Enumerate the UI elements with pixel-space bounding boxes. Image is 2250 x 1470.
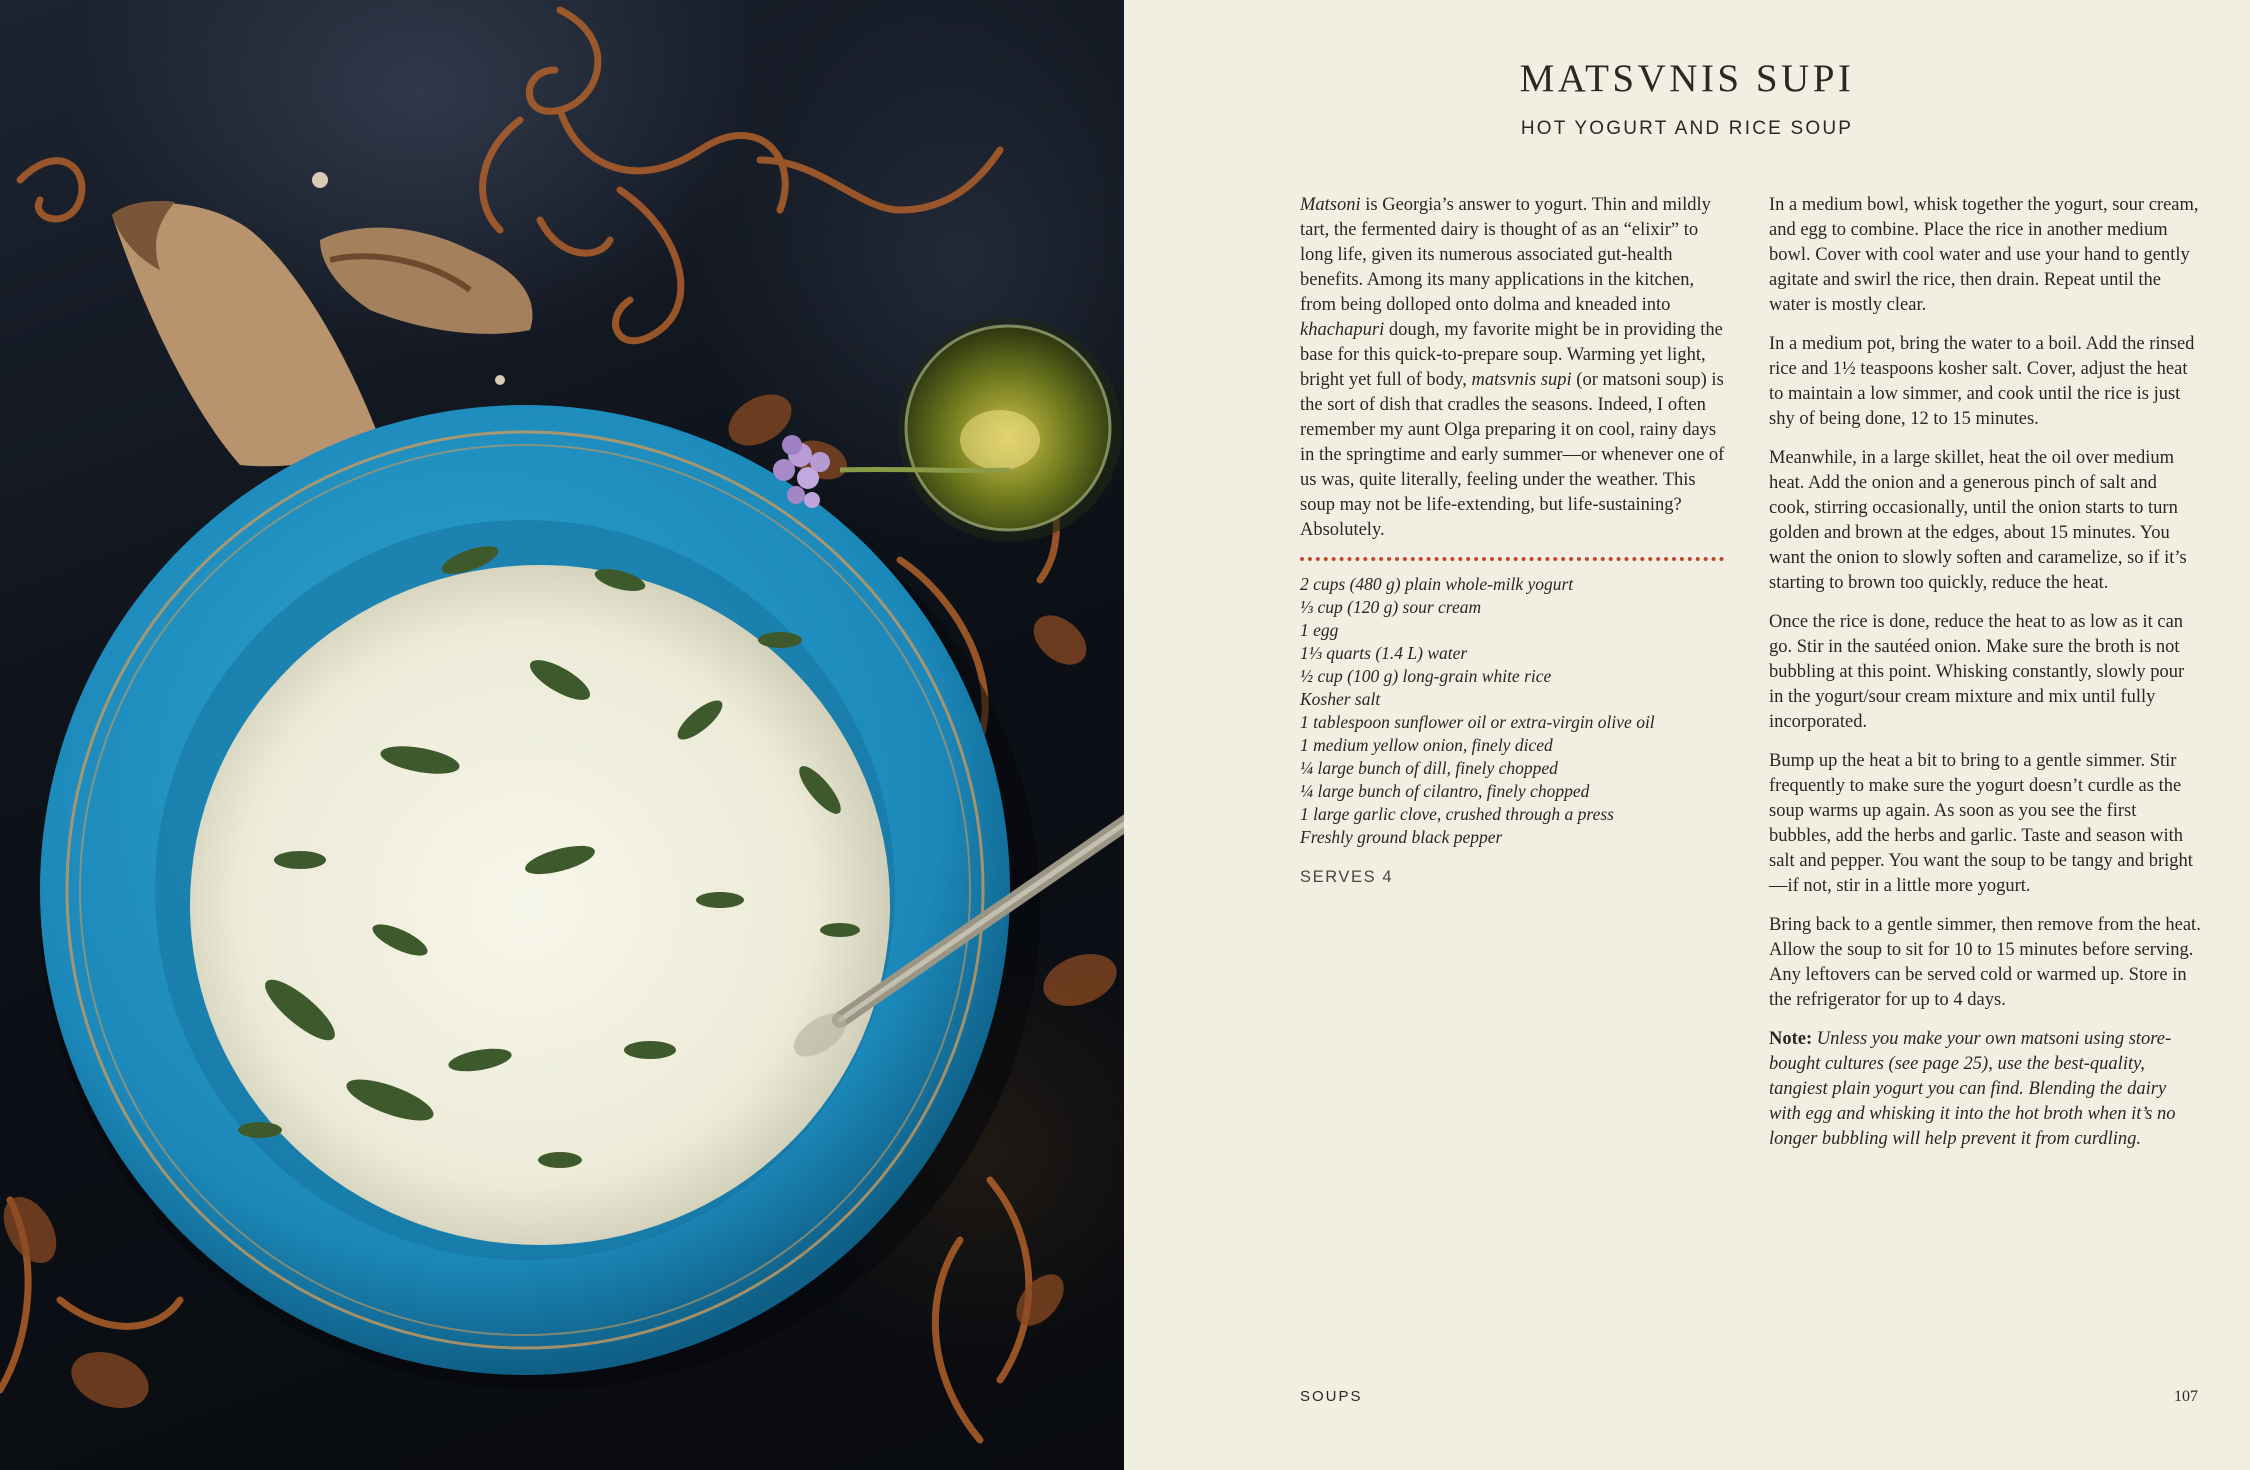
right-column [1769,193,2201,1166]
intro-emphasis-matsoni: Matsoni [1300,195,1361,215]
food-photograph [0,0,1124,1470]
ingredient-item: Kosher salt [1300,689,1381,709]
page-number: 107 [2174,1388,2198,1405]
ingredient-item: ¼ large bunch of dill, finely chopped [1300,758,1558,778]
note-text: Unless you make your own matsoni using store-bought cultures (see page 25), use the best-quality, tangiest plain yogurt you can find. Blending the dairy with egg and whisking it into the hot broth when it’s no longer bubbling will help prevent it from curdling. [1769,1029,2176,1149]
serves-label: SERVES 4 [1300,868,1394,886]
note-label: Note: [1769,1029,1813,1049]
ingredient-item: 1 large garlic clove, crushed through a press [1300,804,1614,824]
recipe-subtitle: HOT YOGURT AND RICE SOUP [1520,118,1854,139]
method-step: In a medium bowl, whisk together the yogurt, sour cream, and egg to combine. Place the rice in another medium bowl. Cover with cool water and use your hand to gently agitate and swirl the rice, then drain. Repeat until the water is mostly clear. [1769,195,2199,315]
intro-text-3: (or matsoni soup) is the sort of dish that cradles the seasons. Indeed, I often remember my aunt Olga preparing it on cool, rainy days in the springtime and early summer—or whenever one of us was, quite literally, feeling under the weather. This soup may not be life-extending, but life-sustaining? Absolutely. [1300,370,1725,540]
ingredient-item: Freshly ground black pepper [1300,827,1503,847]
section-footer: SOUPS [1300,1388,1363,1405]
recipe-title: MATSVNIS SUPI [1519,57,1855,100]
left-column [1300,193,1734,890]
ingredient-item: 1 egg [1300,620,1339,640]
ingredient-item: ¼ large bunch of cilantro, finely chopped [1300,781,1590,801]
recipe-note [1769,1027,2201,1152]
intro-paragraph [1300,193,1734,543]
ingredient-item: 2 cups (480 g) plain whole-milk yogurt [1300,574,1574,594]
method-step: Once the rice is done, reduce the heat to as low as it can go. Stir in the sautéed onion. Make sure the broth is not bubbling at this point. Whisking constantly, slowly pour in the yogurt/sour cream mixture and mix until fully incorporated. [1769,612,2185,732]
method-step: Meanwhile, in a large skillet, heat the oil over medium heat. Add the onion and a generous pinch of salt and cook, stirring occasionally, until the onion starts to turn golden and brown at the edges, about 15 minutes. You want the onion to slowly soften and caramelize, so if it’s starting to brown too quickly, reduce the heat. [1769,448,2187,593]
dotted-divider [1300,557,1724,561]
recipe-page [1124,0,2250,1470]
ingredient-item: 1 medium yellow onion, finely diced [1300,735,1553,755]
method-step: Bring back to a gentle simmer, then remove from the heat. Allow the soup to sit for 10 to 15 minutes before serving. Any leftovers can be served cold or warmed up. Store in the refrigerator for up to 4 days. [1769,915,2201,1010]
soup-illustration [0,0,1124,1470]
intro-emphasis-matsvnis-supi: matsvnis supi [1471,370,1572,390]
ingredient-item: 1 tablespoon sunflower oil or extra-virgin olive oil [1300,712,1655,732]
turquoise-bowl [40,405,1040,1390]
method-step: Bump up the heat a bit to bring to a gentle simmer. Stir frequently to make sure the yogurt doesn’t curdle as the soup warms up again. As soon as you see the first bubbles, add the herbs and garlic. Taste and season with salt and pepper. You want the soup to be tangy and bright—if not, stir in a little more yogurt. [1769,751,2193,896]
ingredient-item: 1⅓ quarts (1.4 L) water [1300,643,1468,663]
intro-emphasis-khachapuri: khachapuri [1300,320,1385,340]
intro-text-1: is Georgia’s answer to yogurt. Thin and mildly tart, the fermented dairy is thought of as an “elixir” to long life, given its numerous associated gut-health benefits. Among its many applications in the kitchen, from being dolloped onto dolma and kneaded into [1300,195,1711,315]
method-step: In a medium pot, bring the water to a boil. Add the rinsed rice and 1½ teaspoons kosher salt. Cover, adjust the heat to maintain a low simmer, and cook until the rice is just shy of being done, 12 to 15 minutes. [1769,334,2195,429]
ingredient-item: ⅓ cup (120 g) sour cream [1300,597,1482,617]
intro-text-2: dough, my favorite might be in providing the base for this quick-to-prepare soup. Warming yet light, bright yet full of body, [1300,320,1723,390]
ingredient-list [1300,573,1734,849]
ingredient-item: ½ cup (100 g) long-grain white rice [1300,666,1552,686]
olive-oil-glass [898,318,1122,542]
